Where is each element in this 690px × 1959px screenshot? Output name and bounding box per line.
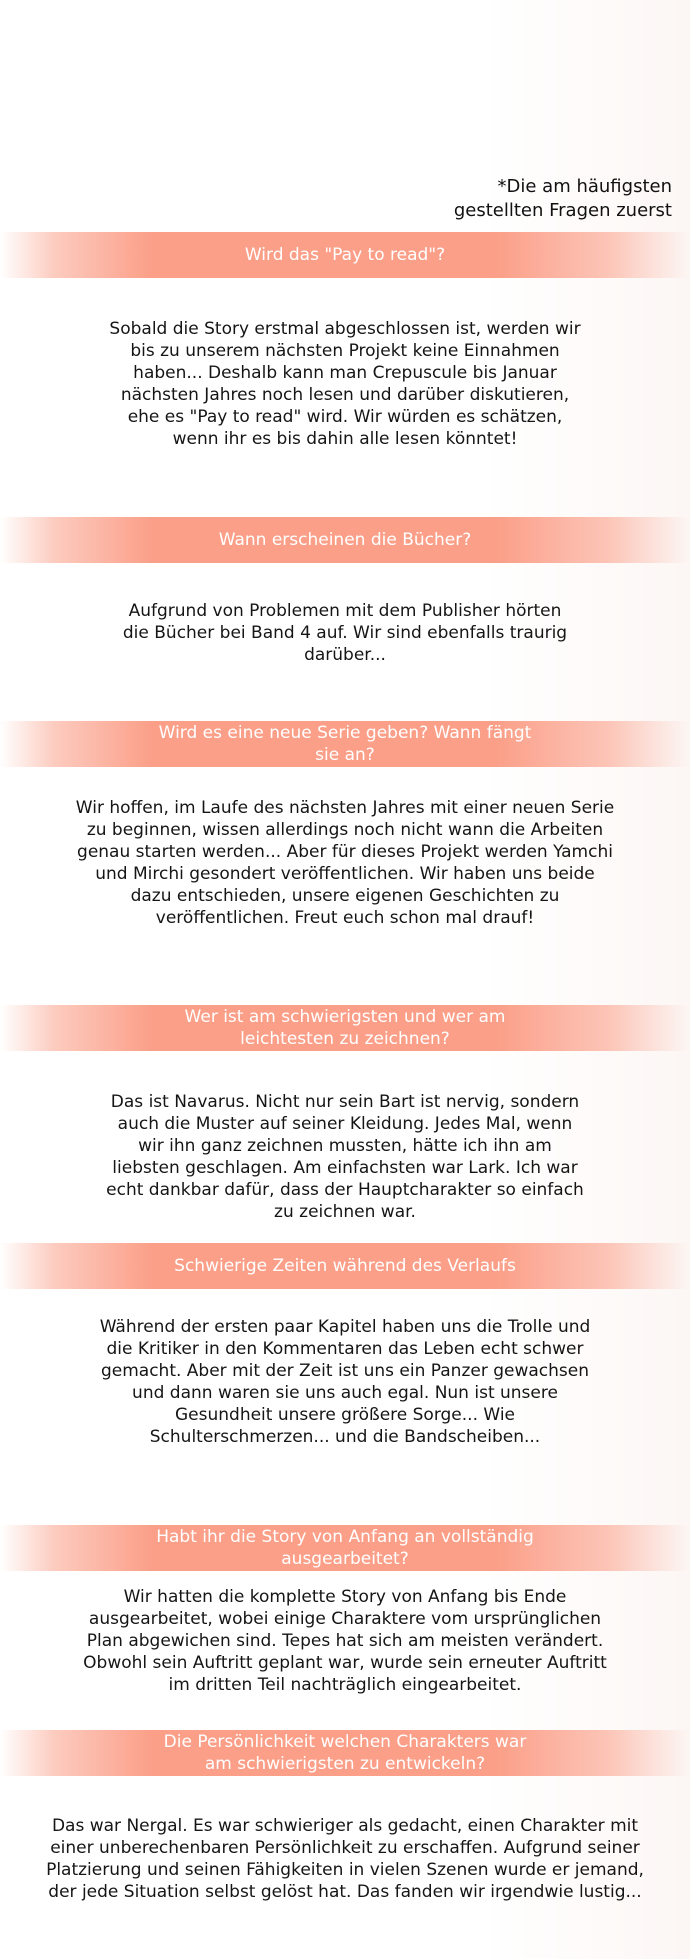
faq-answer-text: Wir hatten die komplette Story von Anfang bis Ende ausgearbeitet, wobei einige Charaktere vom ursprünglichen Plan abgewichen sind. Tepes hat sich am meisten verändert. Obwohl sein Auftritt geplant war, wurde sein erneuter Auftritt im dritten Teil nachträglich eingearbeitet. xyxy=(83,1587,607,1695)
faq-question-bar xyxy=(0,232,690,278)
faq-answer-text: Aufgrund von Problemen mit dem Publisher hörten die Bücher bei Band 4 auf. Wir sind ebenfalls traurig darüber... xyxy=(122,601,568,665)
faq-answer-text: Das ist Navarus. Nicht nur sein Bart ist nervig, sondern auch die Muster auf seiner Kleidung. Jedes Mal, wenn wir ihn ganz zeichnen mussten, hätte ich ihn am liebsten geschlagen. Am einfachsten war Lark. Ich war echt dankbar dafür, dass der Hauptcharakter so einfach zu zeichnen war. xyxy=(106,1092,584,1222)
faq-answer-text: Sobald die Story erstmal abgeschlossen ist, werden wir bis zu unserem nächsten Projekt keine Einnahmen haben... Deshalb kann man Crepuscule bis Januar nächsten Jahres noch lesen und darüber diskutieren, ehe es "Pay to read" wird. Wir würden es schätzen, wenn ihr es bis dahin alle lesen könntet! xyxy=(109,319,581,449)
faq-question-text: Wann erscheinen die Bücher? xyxy=(218,530,472,550)
faq-question-text: Habt ihr die Story von Anfang an vollständig ausgearbeitet? xyxy=(156,1527,534,1569)
faq-question-bar xyxy=(0,517,690,563)
faq-question-text: Wird das "Pay to read"? xyxy=(244,245,446,265)
faq-question-text: Wird es eine neue Serie geben? Wann fängt sie an? xyxy=(158,723,532,765)
faq-question-text: Schwierige Zeiten während des Verlaufs xyxy=(174,1256,516,1276)
faq-answer-text: Während der ersten paar Kapitel haben uns die Trolle und die Kritiker in den Kommentaren das Leben echt schwer gemacht. Aber mit der Zeit ist uns ein Panzer gewachsen und dann waren sie uns auch egal. Nun ist unsere Gesundheit unsere größere Sorge... Wie Schulterschmerzen... und die Bandscheiben... xyxy=(99,1317,591,1447)
faq-order-note: *Die am häufigsten gestellten Fragen zuerst xyxy=(453,176,672,221)
faq-answer-text: Wir hoffen, im Laufe des nächsten Jahres mit einer neuen Serie zu beginnen, wissen allerdings noch nicht wann die Arbeiten genau starten werden... Aber für dieses Projekt werden Yamchi und Mirchi gesondert veröffentlichen. Wir haben uns beide dazu entschieden, unsere eigenen Geschichten zu veröffentlichen. Freut euch schon mal drauf! xyxy=(75,798,615,928)
faq-question-bar xyxy=(0,1005,690,1051)
faq-question-bar xyxy=(0,1525,690,1571)
faq-answer-text: Das war Nergal. Es war schwieriger als gedacht, einen Charakter mit einer unberechenbaren Persönlichkeit zu erschaffen. Aufgrund seiner Platzierung und seinen Fähigkeiten in vielen Szenen wurde er jemand, der jede Situation selbst gelöst hat. Das fanden wir irgendwie lustig... xyxy=(46,1816,644,1902)
faq-question-bar xyxy=(0,721,690,767)
faq-question-bar xyxy=(0,1243,690,1289)
faq-question-bar xyxy=(0,1730,690,1776)
faq-question-text: Die Persönlichkeit welchen Charakters war am schwierigsten zu entwickeln? xyxy=(163,1732,527,1774)
faq-question-text: Wer ist am schwierigsten und wer am leichtesten zu zeichnen? xyxy=(184,1007,506,1049)
